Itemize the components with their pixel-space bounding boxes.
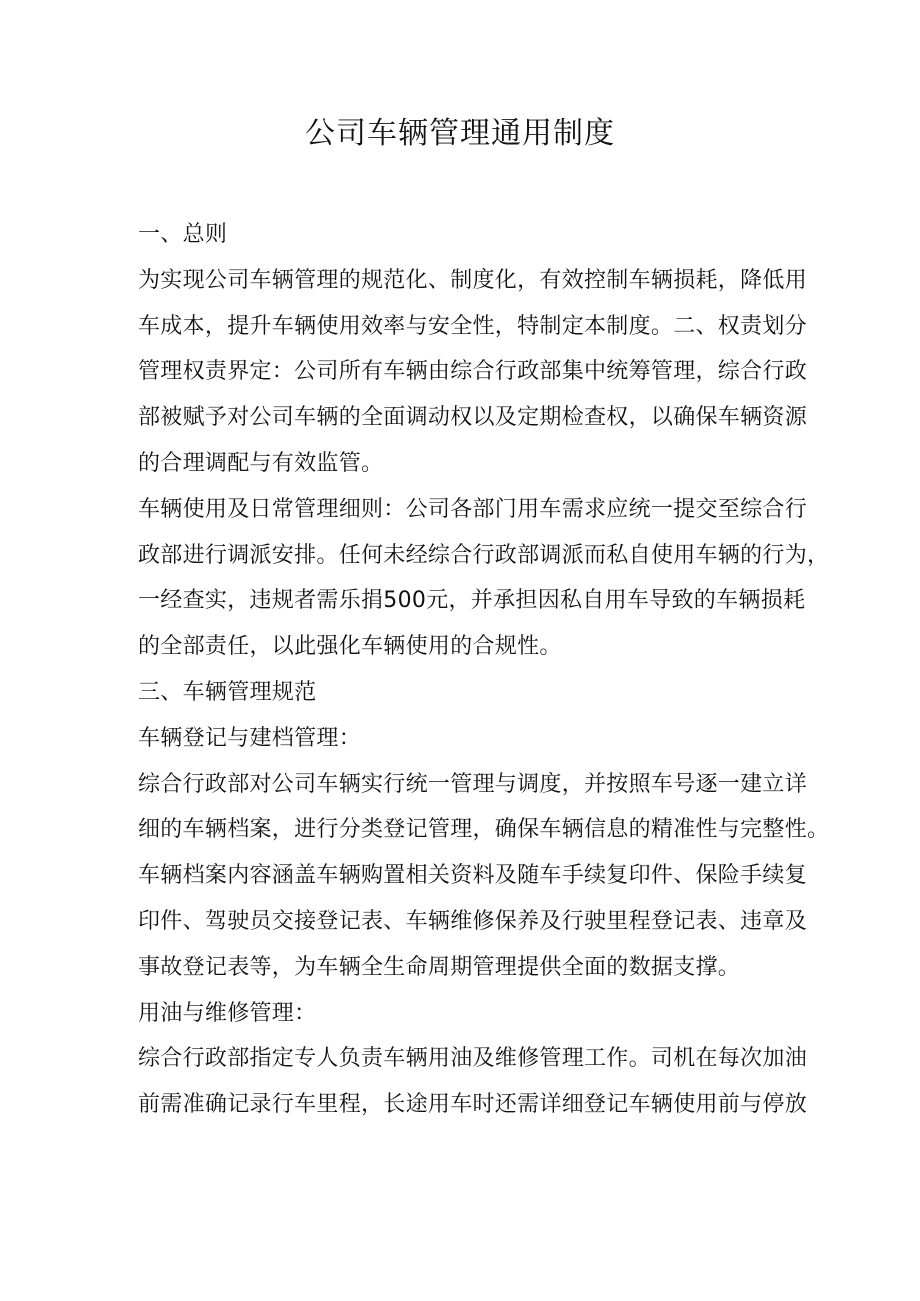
paragraph-line: 事故登记表等，为车辆全生命周期管理提供全面的数据支撑。	[138, 954, 741, 980]
paragraph-line: 细的车辆档案，进行分类登记管理，确保车辆信息的精准性与完整性。	[138, 817, 830, 843]
paragraph-line: 车辆使用及日常管理细则：公司各部门用车需求应统一提交至综合行	[138, 496, 808, 522]
paragraph-line: 的全部责任，以此强化车辆使用的合规性。	[138, 634, 562, 660]
paragraph-line: 综合行政部指定专人负责车辆用油及维修管理工作。司机在每次加油	[138, 1046, 808, 1072]
paragraph-line: 的合理调配与有效监管。	[138, 450, 384, 476]
subsection-heading-fuel-maintenance: 用油与维修管理：	[138, 1000, 317, 1026]
section-heading-general: 一、总则	[138, 222, 228, 247]
paragraph-line: 部被赋予对公司车辆的全面调动权以及定期检查权，以确保车辆资源	[138, 405, 808, 431]
paragraph-line: 前需准确记录行车里程，长途用车时还需详细登记车辆使用前与停放	[138, 1092, 808, 1118]
paragraph-line: 为实现公司车辆管理的规范化、制度化，有效控制车辆损耗，降低用	[138, 267, 808, 293]
paragraph-line: 车成本，提升车辆使用效率与安全性，特制定本制度。二、权责划分	[138, 313, 808, 339]
section-heading-vehicle-management: 三、车辆管理规范	[138, 679, 317, 705]
paragraph-line: 一经查实，违规者需乐捐500元，并承担因私自用车导致的车辆损耗	[138, 588, 806, 614]
paragraph-line: 管理权责界定：公司所有车辆由综合行政部集中统筹管理，综合行政	[138, 359, 808, 385]
paragraph-line: 综合行政部对公司车辆实行统一管理与调度，并按照车号逐一建立详	[138, 771, 808, 797]
document-body	[138, 212, 838, 1128]
paragraph-line: 车辆档案内容涵盖车辆购置相关资料及随车手续复印件、保险手续复	[138, 863, 808, 889]
paragraph-line: 政部进行调派安排。任何未经综合行政部调派而私自使用车辆的行为，	[138, 542, 830, 568]
paragraph-line: 印件、驾驶员交接登记表、车辆维修保养及行驶里程登记表、违章及	[138, 908, 808, 934]
document-title: 公司车辆管理通用制度	[305, 116, 615, 151]
subsection-heading-registration: 车辆登记与建档管理：	[138, 725, 362, 751]
